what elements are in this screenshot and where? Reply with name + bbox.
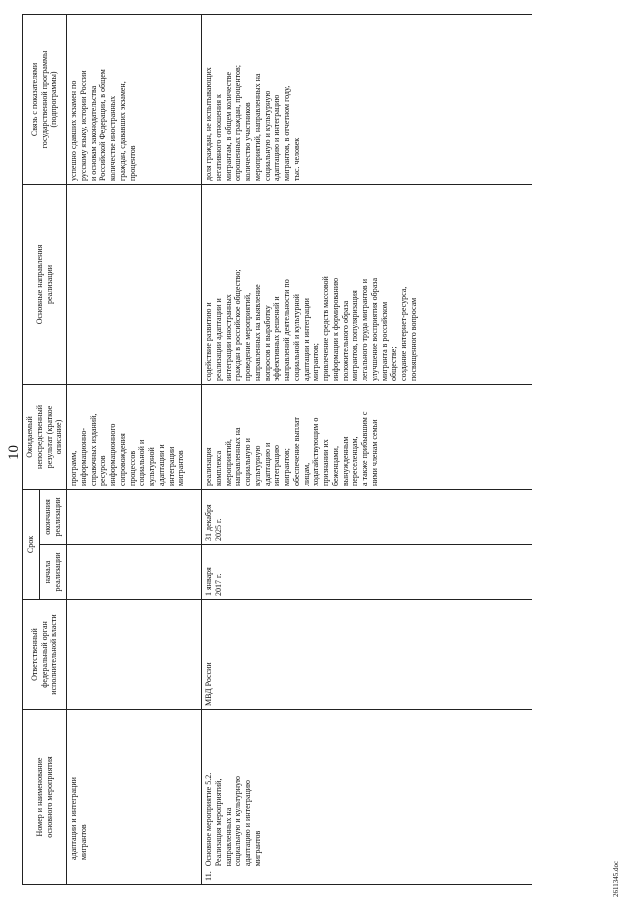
row-number: 11. (204, 871, 213, 881)
cell-start (67, 545, 202, 600)
header-link: Связь с показателями государственной программы (подпрограммы) (23, 14, 67, 184)
header-directions: Основные направления реализации (23, 184, 67, 384)
cell-result: реализация комплекса мероприятий, направленных на социальную и культурную адаптацию и интеграцию мигрантов; обеспечение выплат лицам, ходатайствующим о признании их беженцами, вынужденным переселенцам, а также прибывшим с ними членам семьи (202, 384, 532, 489)
table-row (67, 14, 202, 884)
header-number-name: Номер и наименование основного мероприятия (23, 710, 67, 885)
header-result: Ожидаемый непосредственный результат (краткое описание) (23, 384, 67, 489)
cell-link: доля граждан, не испытывающих негативного отношения к мигрантам, в общем количестве опрошенных граждан, процентов; количество участников мероприятий, направленных на социальную и культурную адаптацию и интеграцию мигрантов, в отчетном году, тыс. человек (202, 14, 532, 184)
header-start: начала реализации (39, 545, 66, 600)
cell-link: успешно сдавших экзамен по русскому языку, истории России и основам законодательства Российской Федерации, в общем количестве иностранных граждан, сдававших экзамен, процентов (67, 14, 202, 184)
cell-number-name (202, 710, 532, 885)
header-row-1 (23, 14, 40, 884)
header-term: Срок (23, 489, 40, 599)
table-row (202, 14, 532, 884)
cell-end (67, 489, 202, 544)
document-id: 2611345.doc (612, 860, 620, 897)
row-name: Основное мероприятие 5.2. Реализация мероприятий, направленных на социальную и культурную адаптацию и интеграцию мигрантов (204, 772, 262, 867)
cell-start: 1 января 2017 г. (202, 545, 532, 600)
row-name: адаптации и интеграции мигрантов (69, 777, 88, 860)
cell-responsible (67, 600, 202, 710)
cell-end: 31 декабря 2025 г. (202, 489, 532, 544)
cell-directions (67, 184, 202, 384)
cell-number-name (67, 710, 202, 885)
page-number: 10 (6, 445, 22, 460)
activities-table (22, 14, 532, 885)
cell-directions: содействие развитию и реализации адаптации и интеграции иностранных граждан в российское общество; проведение мероприятий, направленных на выявление вопросов и выработку эффективных решений и направлений деятельности по социальной и культурной адаптации и интеграции мигрантов; привлечение средств массовой информации к формированию положительного образа мигрантов, популяризация легального труда мигрантов и улучшение восприятия образа мигранта в российском обществе; создание интернет-ресурса, посвященного вопросам (202, 184, 532, 384)
header-responsible: Ответственный федеральный орган исполнительной власти (23, 600, 67, 710)
cell-result: программ, информационно- справочных изданий, ресурсов информационного сопровождения процессов социальной и культурной адаптации и интеграции мигрантов (67, 384, 202, 489)
header-end: окончания реализации (39, 489, 66, 544)
cell-responsible: МВД России (202, 600, 532, 710)
